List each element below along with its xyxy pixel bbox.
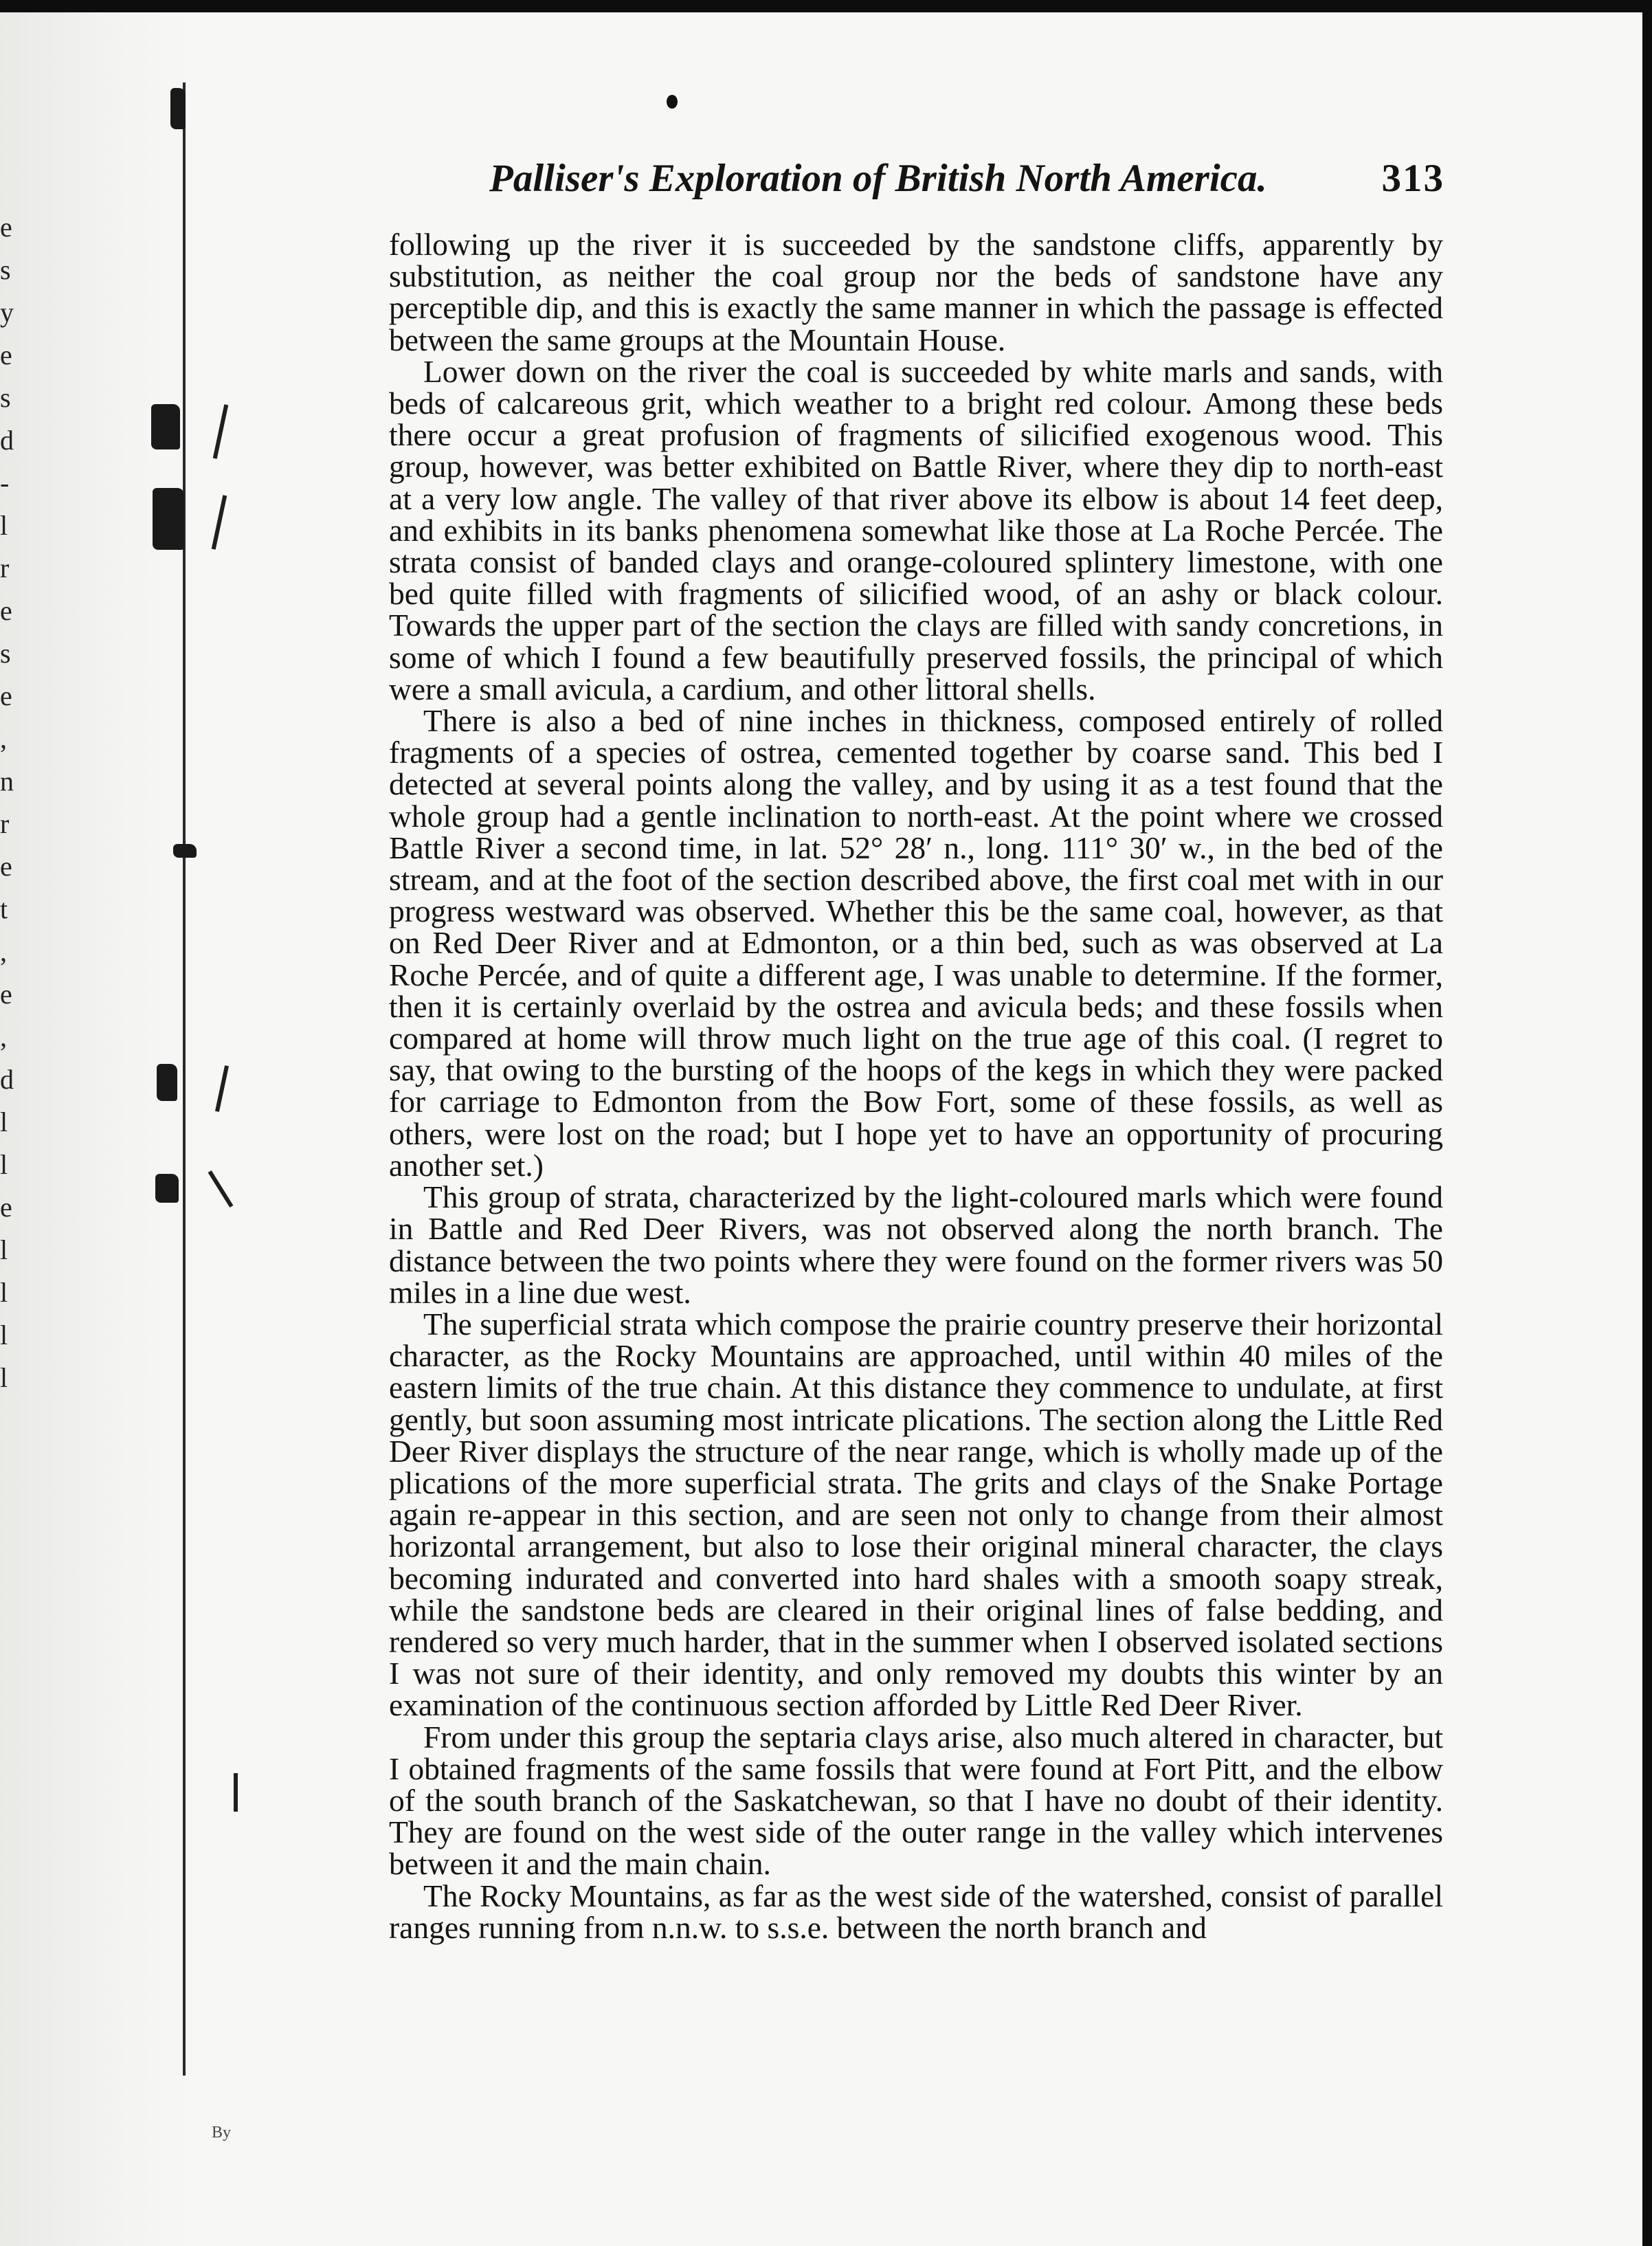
edge-letter: s — [0, 254, 11, 285]
edge-letter: r — [0, 808, 10, 839]
binding-spine — [183, 82, 186, 2076]
paragraph: Lower down on the river the coal is succeeded by white marls and sands, with beds of calcareous grit, which weather to a bright red colour. Among these beds there occur a great profusion of fragments of silicified exogenous wood. This group, however, was better exhibited on Battle River, where they dip to north-east at a very low angle. The valley of that river above its elbow is about 14 feet deep, and exhibits in its banks phenomena somewhat like those at La Roche Percée. The strata consist of banded clays and orange-coloured splintery limestone, with one bed quite filled with fragments of silicified wood, of an ashy or black colour. Towards the upper part of the section the clays are filled with sandy concretions, in some of which I found a few beautifully preserved fossils, the principal of which were a small avicula, a cardium, and other littoral shells. — [389, 353, 1443, 707]
binding-hole — [153, 488, 184, 550]
paragraph: This group of strata, characterized by the light-coloured marls which were found in Battle and Red Deer Rivers, was not observed along the north branch. The distance between the two points where they were found on the former rivers was 50 miles in a line due west. — [389, 1179, 1443, 1310]
edge-letter: r — [0, 553, 10, 583]
previous-page-edge — [0, 206, 27, 1399]
edge-letter: e — [0, 851, 12, 882]
edge-letter: e — [0, 595, 12, 626]
edge-letter: , — [0, 1021, 7, 1052]
binding-hole — [157, 1064, 177, 1101]
edge-letter: l — [0, 1277, 8, 1308]
paragraph: The Rocky Mountains, as far as the west side of the watershed, consist of parallel ranges running from n.n.w. to s.s.e. between the north branch and — [389, 1878, 1443, 1945]
edge-letter: e — [0, 340, 12, 370]
edge-letter: d — [0, 425, 14, 456]
binding-thread — [234, 1773, 238, 1812]
edge-letter: d — [0, 1064, 14, 1095]
binding-hole — [173, 844, 197, 858]
edge-letter: l — [0, 1107, 8, 1137]
edge-letter: s — [0, 382, 11, 413]
edge-letter: l — [0, 1234, 8, 1265]
edge-letter: e — [0, 979, 12, 1010]
edge-letter: s — [0, 638, 11, 669]
edge-letter: l — [0, 1362, 8, 1393]
ink-dot — [667, 95, 678, 109]
body-text — [389, 229, 1443, 1944]
paragraph: There is also a bed of nine inches in thickness, composed entirely of rolled fragments of a species of ostrea, cemented together by coarse sand. This bed I detected at several points along the valley, and by using it as a test found that the whole group had a gentle inclination to north-east. At the point where we crossed Battle River a second time, in lat. 52° 28′ n., long. 111° 30′ w., in the bed of the stream, and at the foot of the section described above, the first coal met with in our progress westward was observed. Whether this be the same coal, however, as that on Red Deer River and at Edmonton, or a thin bed, such as was observed at La Roche Percée, and of quite a different age, I was unable to determine. If the former, then it is certainly overlaid by the ostrea and avicula beds; and these fossils when compared at home will throw much light on the true age of this coal. (I regret to say, that owing to the bursting of the hoops of the kegs in which they were packed for carriage to Edmonton from the Bow Fort, some of these fossils, as well as others, were lost on the road; but I hope yet to have an opportunity of procuring another set.) — [389, 703, 1443, 1183]
running-head — [489, 155, 1444, 203]
edge-letter: e — [0, 680, 12, 711]
page-number: 313 — [1381, 157, 1444, 200]
paragraph: From under this group the septaria clays arise, also much altered in character, but I obtained fragments of the same fossils that were found at Fort Pitt, and the elbow of the south branch of the Saskatchewan, so that I have no doubt of their identity. They are found on the west side of the outer range in the valley which intervenes between it and the main chain. — [389, 1719, 1443, 1882]
binding-hole — [155, 1174, 179, 1203]
edge-letter: , — [0, 936, 7, 967]
paragraph: The superficial strata which compose the prairie country preserve their horizontal character, as the Rocky Mountains are approached, until within 40 miles of the eastern limits of the true chain. At this distance they commence to undulate, at first gently, but soon assuming most intricate plications. The section along the Little Red Deer River displays the structure of the near range, which is wholly made up of the plications of the more superficial strata. The grits and clays of the Snake Portage again re-appear in this section, and are seen not only to change from their almost horizontal arrangement, but also to lose their original mineral character, the clays becoming indurated and converted into hard shales with a smooth soapy streak, while the sandstone beds are cleared in their original lines of false bedding, and rendered so very much harder, that in the summer when I observed isolated sections I was not sure of their identity, and only removed my doubts this winter by an examination of the continuous section afforded by Little Red Deer River. — [389, 1306, 1443, 1723]
running-title: Palliser's Exploration of British North America. — [489, 157, 1267, 200]
edge-letter: - — [0, 467, 10, 498]
scan-top-border — [0, 0, 1652, 12]
bottom-mark: By — [212, 2124, 232, 2142]
edge-letter: e — [0, 1192, 12, 1223]
edge-letter: l — [0, 1149, 8, 1180]
binding-hole — [151, 404, 180, 449]
binding-hole — [170, 88, 186, 129]
edge-letter: t — [0, 893, 8, 924]
edge-letter: l — [0, 1320, 8, 1350]
edge-letter: , — [0, 723, 7, 754]
scan-right-border — [1642, 0, 1652, 2246]
edge-letter: n — [0, 766, 14, 797]
paragraph: following up the river it is succeeded by the sandstone cliffs, apparently by substitution, as neither the coal group nor the beds of sandstone have any perceptible dip, and this is exactly the same manner in which the passage is effected between the same groups at the Mountain House. — [389, 227, 1443, 357]
edge-letter: e — [0, 212, 12, 243]
edge-letter: l — [0, 510, 8, 541]
binding-gutter — [0, 0, 192, 2246]
edge-letter: y — [0, 297, 14, 328]
